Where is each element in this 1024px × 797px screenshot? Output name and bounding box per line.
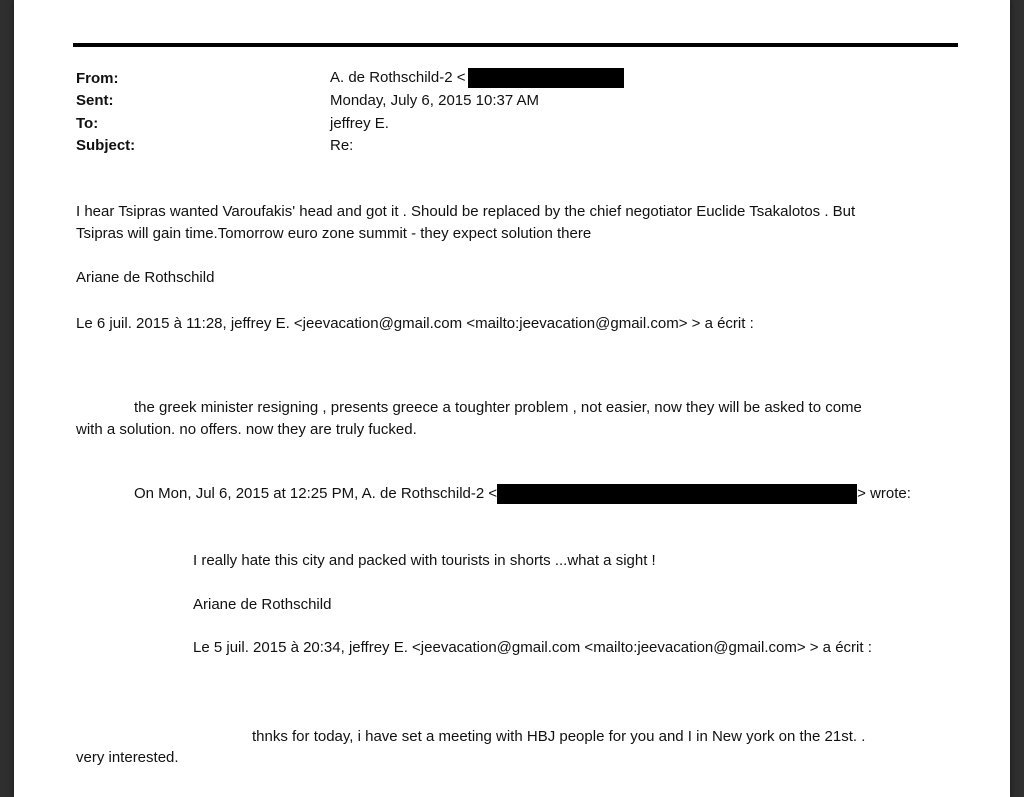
quote-suffix: > wrote: — [857, 485, 911, 502]
body-paragraph-line: Tsipras will gain time.Tomorrow euro zone summit - they expect solution there — [76, 225, 592, 242]
document-page — [14, 0, 1010, 797]
sent-label: Sent: — [76, 92, 114, 109]
quoted-header: Le 5 juil. 2015 à 20:34, jeffrey E. <jeevacation@gmail.com <mailto:jeevacation@gmail.com> > a écrit : — [193, 639, 872, 656]
body-paragraph-line: I really hate this city and packed with tourists in shorts ...what a sight ! — [193, 552, 656, 569]
sent-value: Monday, July 6, 2015 10:37 AM — [330, 92, 540, 109]
body-paragraph-line: very interested. — [76, 749, 179, 766]
from-sender: A. de Rothschild-2 < — [330, 69, 466, 86]
subject-value: Re: — [330, 137, 354, 154]
body-paragraph-line: the greek minister resigning , presents greece a toughter problem , not easier, now they will be asked to come — [134, 399, 862, 416]
signature: Ariane de Rothschild — [76, 269, 215, 286]
body-paragraph-line: I hear Tsipras wanted Varoufakis' head and got it . Should be replaced by the chief negotiator Euclide Tsakalotos . But — [76, 203, 856, 220]
subject-label: Subject: — [76, 137, 136, 154]
body-paragraph-line: with a solution. no offers. now they are truly fucked. — [76, 421, 417, 438]
to-label: To: — [76, 115, 99, 132]
signature: Ariane de Rothschild — [193, 596, 332, 613]
from-label: From: — [76, 70, 119, 87]
redaction-box — [468, 68, 624, 88]
header-rule — [73, 43, 958, 47]
to-value: jeffrey E. — [330, 115, 389, 132]
quoted-header — [134, 484, 911, 504]
redaction-box — [497, 484, 857, 504]
body-paragraph-line: thnks for today, i have set a meeting with HBJ people for you and I in New york on the 21st. . — [252, 728, 866, 745]
quoted-header: Le 6 juil. 2015 à 11:28, jeffrey E. <jeevacation@gmail.com <mailto:jeevacation@gmail.com> > a écrit : — [76, 315, 754, 332]
quote-prefix: On Mon, Jul 6, 2015 at 12:25 PM, A. de Rothschild-2 < — [134, 485, 498, 502]
from-value — [330, 68, 624, 88]
